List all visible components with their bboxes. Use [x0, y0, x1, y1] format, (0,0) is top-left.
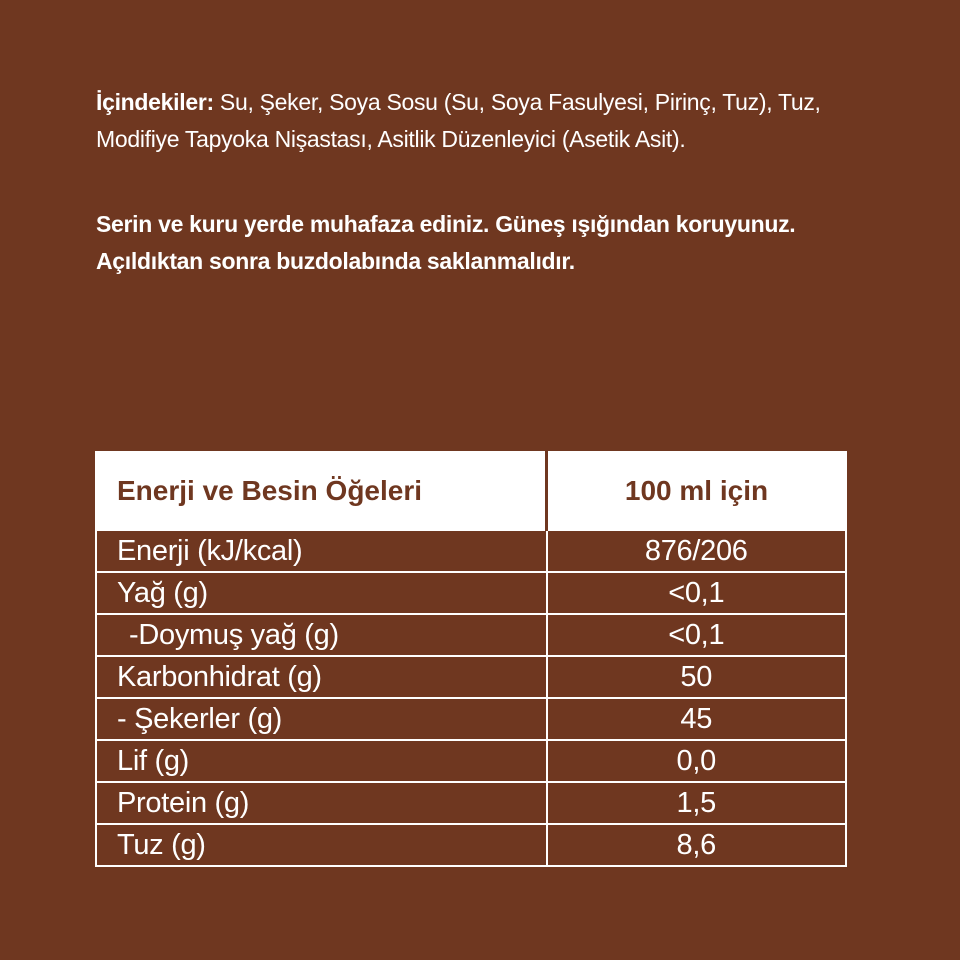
nutrient-value: 876/206	[547, 530, 847, 572]
nutrition-header-name: Enerji ve Besin Öğeleri	[96, 452, 547, 530]
nutrition-header-row	[96, 452, 846, 530]
table-row	[96, 614, 846, 656]
table-row	[96, 698, 846, 740]
nutrition-header-value: 100 ml için	[547, 452, 847, 530]
nutrient-name: Lif (g)	[96, 740, 547, 782]
table-row	[96, 530, 846, 572]
table-row	[96, 572, 846, 614]
nutrient-value: 0,0	[547, 740, 847, 782]
nutrient-name: Protein (g)	[96, 782, 547, 824]
table-row	[96, 656, 846, 698]
nutrient-value: 1,5	[547, 782, 847, 824]
nutrient-value: 50	[547, 656, 847, 698]
storage-line-2: Açıldıktan sonra buzdolabında saklanmalıdır.	[96, 248, 575, 274]
nutrient-name: - Şekerler (g)	[96, 698, 547, 740]
ingredients-label: İçindekiler:	[96, 89, 214, 115]
storage-line-1: Serin ve kuru yerde muhafaza ediniz. Güneş ışığından koruyunuz.	[96, 211, 796, 237]
nutrient-name: -Doymuş yağ (g)	[96, 614, 547, 656]
nutrient-name: Enerji (kJ/kcal)	[96, 530, 547, 572]
storage-instructions	[96, 206, 876, 280]
nutrition-table	[95, 451, 847, 867]
nutrient-value: 8,6	[547, 824, 847, 866]
nutrient-value: 45	[547, 698, 847, 740]
nutrient-value: <0,1	[547, 572, 847, 614]
ingredients-list: Su, Şeker, Soya Sosu (Su, Soya Fasulyesi, Pirinç, Tuz), Tuz, Modifiye Tapyoka Nişastası, Asitlik Düzenleyici (Asetik Asit).	[96, 89, 821, 152]
nutrient-name: Yağ (g)	[96, 572, 547, 614]
nutrient-value: <0,1	[547, 614, 847, 656]
table-row	[96, 740, 846, 782]
ingredients-text	[96, 84, 876, 158]
nutrient-name: Tuz (g)	[96, 824, 547, 866]
table-row	[96, 824, 846, 866]
nutrient-name: Karbonhidrat (g)	[96, 656, 547, 698]
table-row	[96, 782, 846, 824]
